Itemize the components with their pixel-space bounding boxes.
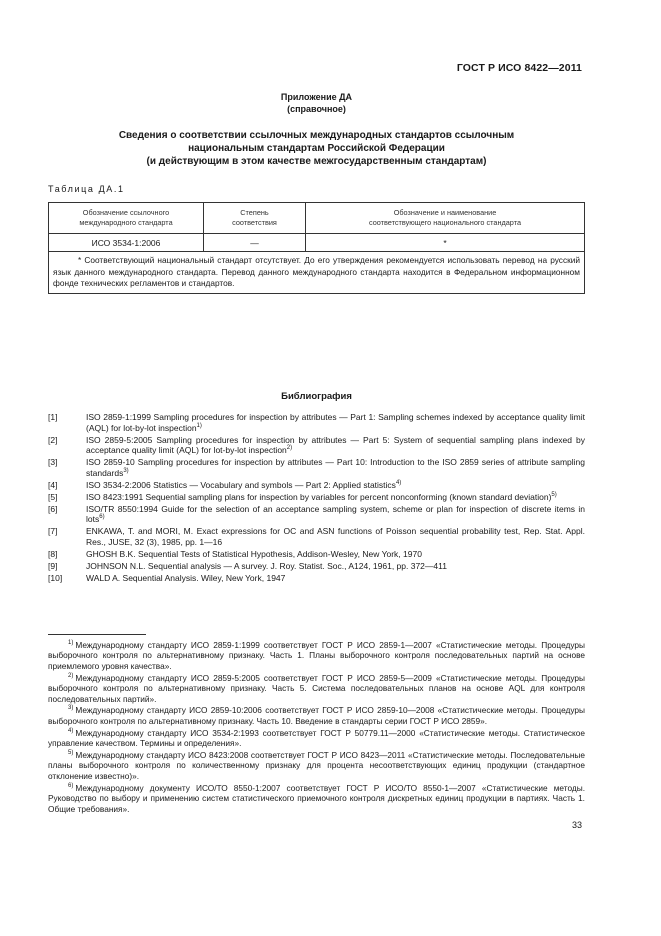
document-id: ГОСТ Р ИСО 8422—2011 [456, 62, 582, 74]
bibliography-number: [5] [48, 491, 58, 502]
annex-heading-line: (и действующим в этом качестве межгосударственным стандартам) [146, 156, 487, 167]
bibliography-text: ISO 2859-1:1999 Sampling procedures for inspection by attributes — Part 1: Sampling schemes indexed by acceptance quality limit (AQL) for lot-by-lot inspection$^{1)}$ [86, 412, 585, 433]
footnote-text: Международному стандарту ИСО 8423:2008 соответствует ГОСТ Р ИСО 8423—2011 «Статистические методы. Последовательные планы выборочного контроля по количественному признаку для процента несоответствующих единиц продукции (стандартное отклонение известно)». [48, 750, 585, 781]
annex-title: Приложение ДА [280, 92, 353, 102]
footnote [48, 705, 585, 726]
bibliography-item [48, 526, 585, 547]
footnote-mark: 2) [68, 672, 74, 679]
annex-title-block [48, 91, 585, 115]
footnote-mark: 5) [68, 750, 74, 757]
bibliography-item [48, 573, 585, 584]
table-header-cell: Обозначение ссылочного международного стандарта [49, 203, 204, 234]
footnote-mark: 4) [68, 727, 74, 734]
bibliography-number: [10] [48, 572, 63, 583]
footnote [48, 750, 585, 781]
footnote-mark: 3) [68, 705, 74, 712]
bibliography-text: WALD A. Sequential Analysis. Wiley, New York, 1947 [86, 572, 286, 583]
table-header-row [49, 203, 585, 234]
bibliography-text: ISO 3534-2:2006 Statistics — Vocabulary and symbols — Part 2: Applied statistics$^{4)}$ [86, 479, 402, 490]
bibliography-number: [1] [48, 412, 58, 422]
bibliography-list [48, 412, 585, 585]
bibliography-number: [9] [48, 560, 58, 571]
table-cell: — [204, 234, 306, 252]
footnotes [48, 640, 585, 816]
annex-heading-line: национальным стандартам Российской Федерации [188, 143, 445, 154]
bibliography-number: [2] [48, 434, 58, 445]
footnote-ref: 5) [551, 491, 557, 498]
footnote-ref: 1) [196, 422, 202, 429]
bibliography-text: GHOSH B.K. Sequential Tests of Statistical Hypothesis, Addison-Wesley, New York, 1970 [86, 548, 422, 559]
bibliography-text: ENKAWA, T. and MORI, M. Exact expressions for OC and ASN functions of Poisson sequential probability test, Rep. Stat. Appl. Res., JUSE, 32 (3), 1985, pp. 1—16 [86, 526, 585, 547]
correspondence-table [48, 202, 585, 294]
footnote [48, 673, 585, 704]
table-cell: ИСО 3534-1:2006 [49, 234, 204, 252]
bibliography-text: ISO 2859-10 Sampling procedures for inspection by attributes — Part 10: Introduction to the ISO 2859 series of attribute sampling standards$^{3)}$ [86, 457, 585, 478]
footnote-mark: 6) [68, 782, 74, 789]
footnote [48, 640, 585, 671]
bibliography-item [48, 457, 585, 478]
footnote-text: Международному стандарту ИСО 3534-2:1993 соответствует ГОСТ Р 50779.11—2000 «Статистические методы. Статистическое управление качеством. Термины и определения». [48, 727, 585, 749]
bibliography-text: JOHNSON N.L. Sequential analysis — A survey. J. Roy. Statist. Soc., A124, 1961, pp. 372—411 [86, 560, 447, 571]
annex-subtitle: (справочное) [287, 104, 346, 114]
bibliography-number: [3] [48, 457, 58, 467]
footnote-text: Международному стандарту ИСО 2859-1:1999 соответствует ГОСТ Р ИСО 2859-1—2007 «Статистические методы. Процедуры выборочного контроля по альтернативному признаку. Часть 1. Планы выборочного контроля последовательных партий на основе приемлемого уровня качества». [48, 640, 585, 671]
footnote-mark: 1) [68, 640, 74, 646]
bibliography-item [48, 504, 585, 525]
footnote-ref: 2) [286, 445, 293, 451]
bibliography-text: ISO/TR 8550:1994 Guide for the selection of an acceptance sampling system, scheme or plan for inspection of discrete items in lots$^{6)}$ [86, 503, 585, 524]
bibliography-number: [7] [48, 526, 58, 536]
table-label: Таблица ДА.1 [48, 184, 125, 194]
table-cell: * [306, 234, 585, 252]
bibliography-item [48, 549, 585, 560]
annex-heading [48, 129, 585, 168]
footnote-divider [48, 634, 146, 635]
footnote-ref: 3) [123, 467, 129, 474]
footnote-ref: 6) [99, 514, 105, 520]
bibliography-number: [4] [48, 479, 58, 490]
bibliography-number: [8] [48, 548, 58, 559]
bibliography-item [48, 492, 585, 503]
footnote-text: Международному документу ИСО/ТО 8550-1:2007 соответствует ГОСТ Р ИСО/ТО 8550-1—2007 «Статистические методы. Руководство по выбору и применению систем статистического приемочного контроля дискретных единиц продукции в партиях. Часть 1. Общие требования». [48, 782, 585, 814]
bibliography-text: ISO 8423:1991 Sequential sampling plans for inspection by variables for percent nonconforming (known standard deviation)$^{5)}$ [86, 491, 557, 502]
table-note: * Соответствующий национальный стандарт отсутствует. До его утверждения рекомендуется использовать перевод на русский язык данного международного стандарта. Перевод данного международного стандарта находится в Федеральном информационном фонде технических регламентов и стандартов. [49, 252, 585, 294]
footnote [48, 783, 585, 814]
bibliography-item [48, 435, 585, 456]
table-header-cell: Обозначение и наименование соответствующего национального стандарта [306, 203, 585, 234]
bibliography-item [48, 561, 585, 572]
bibliography-item [48, 412, 585, 433]
bibliography-item [48, 480, 585, 491]
bibliography-number: [6] [48, 503, 58, 514]
annex-heading-line: Сведения о соответствии ссылочных международных стандартов ссылочным [118, 130, 515, 141]
bibliography-title: Библиография [281, 391, 352, 402]
table-row [49, 234, 585, 252]
page-number: 33 [571, 820, 582, 830]
footnote-text: Международному стандарту ИСО 2859-10:2006 соответствует ГОСТ Р ИСО 2859-10—2008 «Статистические методы. Процедуры выборочного контроля по альтернативному признаку. Часть 10. Введение в стандарты серии ГОСТ Р ИСО 2859». [48, 705, 585, 726]
table-header-cell: Степень соответствия [204, 203, 306, 234]
footnote-ref: 4) [395, 479, 402, 486]
table-note-row [49, 252, 585, 294]
footnote [48, 728, 585, 749]
bibliography-text: ISO 2859-5:2005 Sampling procedures for inspection by attributes — Part 5: System of sequential sampling plans indexed by acceptance quality limit (AQL) for lot-by-lot inspection$^{2)}$ [86, 434, 585, 455]
footnote-text: Международному стандарту ИСО 2859-5:2005 соответствует ГОСТ Р ИСО 2859-5—2009 «Статистические методы. Процедуры выборочного контроля по альтернативному признаку. Часть 5. Система последовательных планов на основе AQL для контроля последовательных партий». [48, 672, 585, 704]
